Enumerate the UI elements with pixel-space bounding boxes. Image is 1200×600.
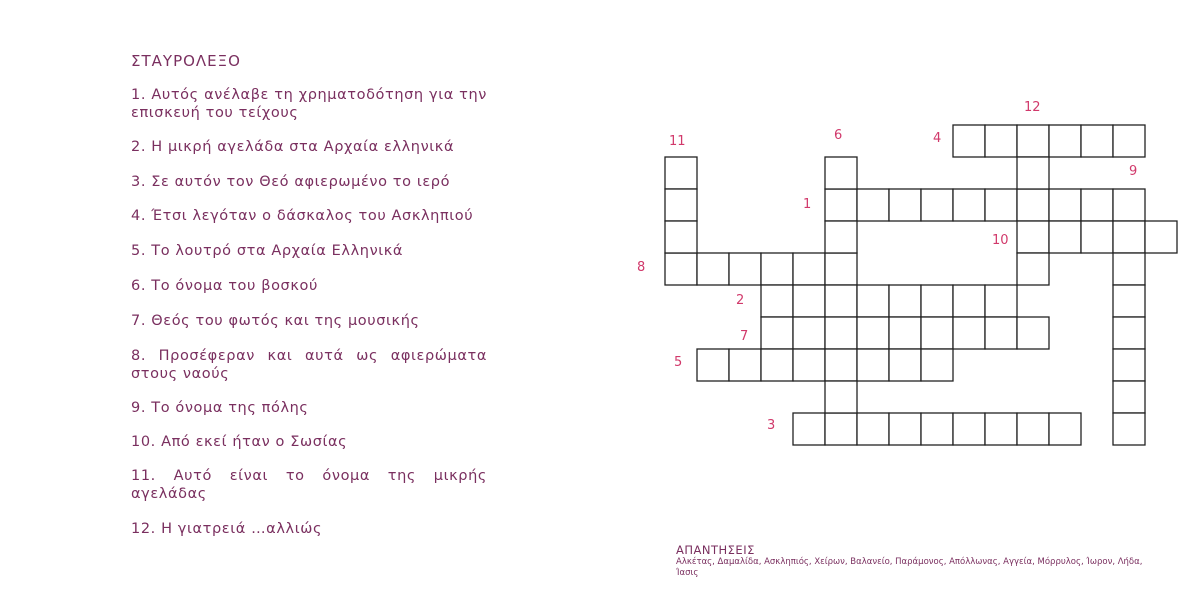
clue-5: 5. Το λουτρό στα Αρχαία Ελληνικά xyxy=(131,243,404,259)
grid-number-5: 5 xyxy=(674,355,683,370)
grid-cell-6-4[interactable] xyxy=(793,317,825,349)
grid-cell-7-5[interactable] xyxy=(825,349,857,381)
grid-cell-9-9[interactable] xyxy=(953,413,985,445)
grid-cell-0-13[interactable] xyxy=(1081,125,1113,157)
grid-cell-3-15[interactable] xyxy=(1145,221,1177,253)
grid-cell-5-3[interactable] xyxy=(761,285,793,317)
grid-cell-0-11[interactable] xyxy=(1017,125,1049,157)
grid-number-6: 6 xyxy=(834,128,843,143)
grid-cell-9-14[interactable] xyxy=(1113,413,1145,445)
grid-cell-7-3[interactable] xyxy=(761,349,793,381)
grid-cell-3-0[interactable] xyxy=(665,221,697,253)
grid-number-2: 2 xyxy=(736,293,745,308)
grid-cell-0-10[interactable] xyxy=(985,125,1017,157)
grid-cell-7-6[interactable] xyxy=(857,349,889,381)
grid-cell-4-14[interactable] xyxy=(1113,253,1145,285)
grid-cell-0-9[interactable] xyxy=(953,125,985,157)
grid-number-1: 1 xyxy=(803,197,812,212)
grid-cell-6-3[interactable] xyxy=(761,317,793,349)
grid-cell-4-1[interactable] xyxy=(697,253,729,285)
grid-cell-9-5[interactable] xyxy=(825,413,857,445)
grid-cell-1-11[interactable] xyxy=(1017,157,1049,189)
grid-cell-5-7[interactable] xyxy=(889,285,921,317)
grid-cell-2-11[interactable] xyxy=(1017,189,1049,221)
grid-cell-2-13[interactable] xyxy=(1081,189,1113,221)
grid-cell-8-5[interactable] xyxy=(825,381,857,413)
grid-cell-3-11[interactable] xyxy=(1017,221,1049,253)
clue-3: 3. Σε αυτόν τον Θεό αφιερωμένο το ιερό xyxy=(131,174,451,190)
crossword-title: ΣΤΑΥΡΟΛΕΞΟ xyxy=(131,52,241,70)
grid-cell-9-8[interactable] xyxy=(921,413,953,445)
grid-cell-9-10[interactable] xyxy=(985,413,1017,445)
grid-cell-7-1[interactable] xyxy=(697,349,729,381)
grid-cell-3-12[interactable] xyxy=(1049,221,1081,253)
grid-cell-7-2[interactable] xyxy=(729,349,761,381)
grid-cell-4-4[interactable] xyxy=(793,253,825,285)
grid-cell-2-9[interactable] xyxy=(953,189,985,221)
grid-cell-0-14[interactable] xyxy=(1113,125,1145,157)
grid-cell-0-12[interactable] xyxy=(1049,125,1081,157)
grid-cell-4-5[interactable] xyxy=(825,253,857,285)
grid-number-11: 11 xyxy=(669,134,686,149)
grid-cell-5-4[interactable] xyxy=(793,285,825,317)
grid-cell-7-7[interactable] xyxy=(889,349,921,381)
grid-cell-7-14[interactable] xyxy=(1113,349,1145,381)
grid-number-3: 3 xyxy=(767,418,776,433)
grid-cell-4-2[interactable] xyxy=(729,253,761,285)
grid-cell-5-8[interactable] xyxy=(921,285,953,317)
clue-9: 9. Το όνομα της πόλης xyxy=(131,400,309,416)
answers-text: Αλκέτας, Δαμαλίδα, Ασκληπιός, Χείρων, Βαλανείο, Παράμονος, Απόλλωνας, Αγγεία, Μόρρυλος, Ίωρον, Λήδα, Ίασις xyxy=(676,557,1143,578)
grid-number-12: 12 xyxy=(1024,100,1041,115)
grid-cell-9-12[interactable] xyxy=(1049,413,1081,445)
grid-cell-6-9[interactable] xyxy=(953,317,985,349)
grid-cell-7-4[interactable] xyxy=(793,349,825,381)
grid-cell-3-13[interactable] xyxy=(1081,221,1113,253)
grid-cell-4-0[interactable] xyxy=(665,253,697,285)
clue-4: 4. Έτσι λεγόταν ο δάσκαλος του Ασκληπιού xyxy=(131,208,474,224)
grid-cell-2-14[interactable] xyxy=(1113,189,1145,221)
grid-cell-8-14[interactable] xyxy=(1113,381,1145,413)
clue-12: 12. Η γιατρειά …αλλιώς xyxy=(131,521,323,537)
clue-2: 2. Η μικρή αγελάδα στα Αρχαία ελληνικά xyxy=(131,139,455,155)
grid-cell-6-10[interactable] xyxy=(985,317,1017,349)
clue-10: 10. Από εκεί ήταν ο Σωσίας xyxy=(131,434,348,450)
grid-cell-2-8[interactable] xyxy=(921,189,953,221)
grid-number-8: 8 xyxy=(637,260,646,275)
grid-cell-9-7[interactable] xyxy=(889,413,921,445)
grid-cell-1-5[interactable] xyxy=(825,157,857,189)
grid-cell-5-6[interactable] xyxy=(857,285,889,317)
grid-cell-4-11[interactable] xyxy=(1017,253,1049,285)
grid-cell-2-5[interactable] xyxy=(825,189,857,221)
grid-cell-2-7[interactable] xyxy=(889,189,921,221)
grid-cell-3-14[interactable] xyxy=(1113,221,1145,253)
grid-cell-6-5[interactable] xyxy=(825,317,857,349)
clue-1: 1. Αυτός ανέλαβε τη χρηματοδότηση για την επισκευή του τείχους xyxy=(131,87,487,121)
grid-cell-4-3[interactable] xyxy=(761,253,793,285)
grid-cell-2-12[interactable] xyxy=(1049,189,1081,221)
answers-title: ΑΠΑΝΤΗΣΕΙΣ xyxy=(676,543,755,557)
grid-cell-9-6[interactable] xyxy=(857,413,889,445)
grid-cell-5-9[interactable] xyxy=(953,285,985,317)
clue-6: 6. Το όνομα του βοσκού xyxy=(131,278,318,294)
grid-cell-5-10[interactable] xyxy=(985,285,1017,317)
grid-cell-7-8[interactable] xyxy=(921,349,953,381)
grid-cell-6-7[interactable] xyxy=(889,317,921,349)
grid-cell-9-4[interactable] xyxy=(793,413,825,445)
grid-number-4: 4 xyxy=(933,131,942,146)
grid-cell-5-5[interactable] xyxy=(825,285,857,317)
grid-number-10: 10 xyxy=(992,233,1009,248)
grid-cell-2-6[interactable] xyxy=(857,189,889,221)
grid-cell-6-11[interactable] xyxy=(1017,317,1049,349)
grid-cell-6-14[interactable] xyxy=(1113,317,1145,349)
grid-cell-2-0[interactable] xyxy=(665,189,697,221)
grid-cell-9-11[interactable] xyxy=(1017,413,1049,445)
grid-cell-2-10[interactable] xyxy=(985,189,1017,221)
grid-cell-6-6[interactable] xyxy=(857,317,889,349)
grid-number-9: 9 xyxy=(1129,164,1138,179)
grid-number-7: 7 xyxy=(740,329,749,344)
clue-11: 11. Αυτό είναι το όνομα της μικρής αγελάδας xyxy=(131,468,487,502)
grid-cell-3-5[interactable] xyxy=(825,221,857,253)
clue-8: 8. Προσέφεραν και αυτά ως αφιερώματα στους ναούς xyxy=(131,348,487,382)
grid-cell-5-14[interactable] xyxy=(1113,285,1145,317)
clue-7: 7. Θεός του φωτός και της μουσικής xyxy=(131,313,420,329)
grid-cell-1-0[interactable] xyxy=(665,157,697,189)
grid-cell-6-8[interactable] xyxy=(921,317,953,349)
